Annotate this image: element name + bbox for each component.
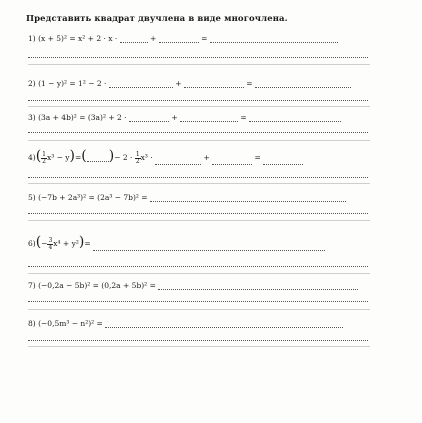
divider [28, 346, 370, 347]
task-2-equals: = [246, 79, 253, 88]
task-6-equals: = [84, 239, 91, 248]
task-4-blank-3[interactable] [212, 158, 252, 165]
fraction-denominator: 4 [48, 243, 53, 251]
task-8-answer[interactable] [105, 321, 343, 328]
task-4-equals: = [75, 153, 82, 162]
fraction-numerator: 3 [48, 236, 53, 244]
task-3-equals: = [240, 113, 247, 122]
task-3-answer[interactable] [249, 115, 341, 122]
task-1-answer[interactable] [210, 36, 338, 43]
divider [28, 273, 370, 274]
task-1-equals: = [201, 34, 208, 43]
paren-open: ( [35, 234, 42, 250]
task-4-tail: − 2 · [114, 153, 135, 162]
divider [28, 140, 370, 141]
task-7 [28, 281, 368, 290]
task-6 [28, 236, 368, 251]
divider [28, 106, 370, 107]
task-6-answer[interactable] [93, 244, 325, 251]
task-4-equals-2: = [254, 153, 261, 162]
task-3-blank[interactable] [129, 115, 169, 122]
task-4-blank-2[interactable] [155, 158, 201, 165]
task-3-blank-2[interactable] [180, 115, 238, 122]
task-4-blank[interactable] [87, 155, 109, 162]
answer-line[interactable] [28, 100, 368, 101]
task-2-plus: + [175, 79, 182, 88]
answer-line[interactable] [28, 266, 368, 267]
task-3-plus: + [171, 113, 178, 122]
paren-open-2: ( [81, 148, 87, 164]
paren-close: ) [78, 234, 85, 250]
task-5 [28, 193, 368, 202]
task-4-expression: x³ − y [47, 153, 70, 162]
task-3 [28, 113, 368, 122]
task-8 [28, 319, 368, 328]
task-3-expression: 3) (3a + 4b)² = (3a)² + 2 · [28, 113, 127, 122]
task-4 [28, 150, 368, 165]
task-1-plus: + [150, 34, 157, 43]
task-6-sign: − [41, 239, 48, 248]
divider [28, 309, 370, 310]
task-5-expression: 5) (−7b + 2a³)² = (2a³ − 7b)² = [28, 193, 148, 202]
answer-line[interactable] [28, 301, 368, 302]
task-6-number: 6) [28, 239, 36, 248]
task-7-answer[interactable] [158, 283, 358, 290]
answer-line[interactable] [28, 213, 368, 214]
answer-line[interactable] [28, 57, 368, 58]
task-2 [28, 79, 368, 88]
fraction-numerator: 1 [135, 150, 140, 158]
task-7-expression: 7) (−0,2a − 5b)² = (0,2a + 5b)² = [28, 281, 156, 290]
task-4-answer[interactable] [263, 158, 303, 165]
answer-line[interactable] [28, 132, 368, 133]
task-8-expression: 8) (−0,5m³ − n²)² = [28, 319, 103, 328]
fraction-denominator: 2 [135, 157, 140, 165]
task-2-expression: 2) (1 − y)² = 1² − 2 · [28, 79, 107, 88]
paren-close-2: ) [108, 148, 115, 164]
answer-line[interactable] [28, 177, 368, 178]
paren-open: ( [35, 148, 42, 164]
fraction-numerator: 1 [42, 150, 46, 158]
divider [28, 220, 370, 221]
task-1-blank[interactable] [120, 36, 148, 43]
task-1-blank-2[interactable] [159, 36, 199, 43]
task-4-plus: + [203, 153, 210, 162]
answer-line[interactable] [28, 340, 368, 341]
paren-close: ) [69, 148, 75, 164]
task-5-answer[interactable] [150, 195, 346, 202]
task-6-expression: x⁴ + y² [53, 239, 79, 248]
task-1-expression: 1) (x + 5)² = x² + 2 · x · [28, 34, 118, 43]
worksheet-title: Представить квадрат двучлена в виде многочлена. [26, 14, 288, 24]
fraction-denominator: 2 [42, 157, 46, 165]
task-4-tail-2: x³ · [140, 153, 153, 162]
task-2-answer[interactable] [255, 81, 351, 88]
divider [28, 64, 370, 65]
task-4-number: 4) [28, 153, 36, 162]
task-2-blank-2[interactable] [184, 81, 244, 88]
task-1 [28, 34, 368, 43]
task-2-blank[interactable] [109, 81, 173, 88]
divider [28, 183, 370, 184]
